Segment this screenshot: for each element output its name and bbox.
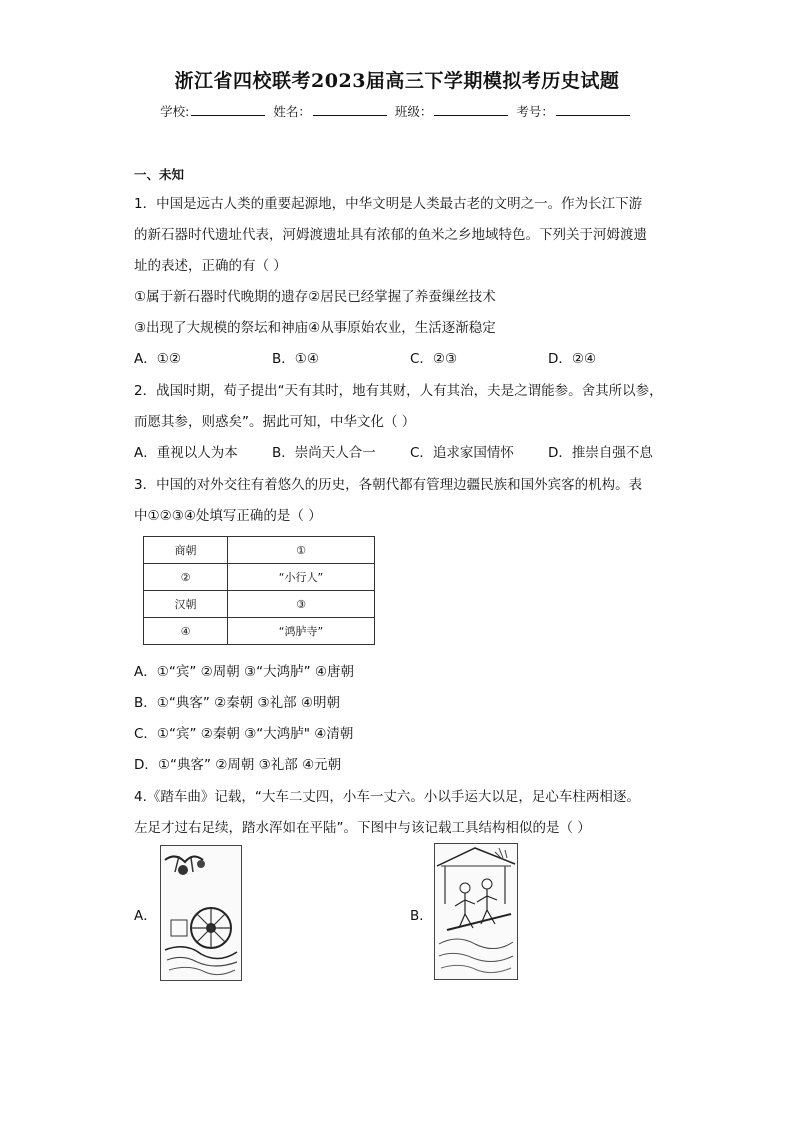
table-cell: ① <box>228 537 375 564</box>
section-heading: 一、未知 <box>134 167 185 182</box>
table-row <box>144 564 375 591</box>
class-label: 班级： <box>394 104 433 119</box>
table-cell: 汉朝 <box>144 591 228 618</box>
q1-line: 址的表述，正确的有（ ） <box>134 258 287 274</box>
q4-line: 4.《踏车曲》记载，“大车二丈四，小车一丈六。小以手运大以足，足心车柱两相逐。 <box>134 789 640 805</box>
number-blank[interactable] <box>556 103 630 116</box>
table-row <box>144 618 375 645</box>
q4-option-b[interactable]: B． <box>410 908 433 924</box>
q3-option-d[interactable]: D．①“典客” ②周朝 ③礼部 ④元朝 <box>134 757 342 773</box>
q3-line: 3．中国的对外交往有着悠久的历史，各朝代都有管理边疆民族和国外宾客的机构。表 <box>134 477 643 493</box>
q3-option-c[interactable]: C．①“宾” ②秦朝 ③“大鸿胪" ④清朝 <box>134 726 354 742</box>
name-label: 姓名： <box>273 104 311 119</box>
school-blank[interactable] <box>191 103 265 116</box>
q1-line: 的新石器时代遗址代表，河姆渡遗址具有浓郁的鱼米之乡地域特色。下列关于河姆渡遗 <box>134 227 647 243</box>
q1-option-b[interactable]: B．①④ <box>272 351 319 367</box>
q2-option-c[interactable]: C．追求家国情怀 <box>410 445 514 461</box>
q2-line: 2．战国时期，荀子提出“天有其时，地有其财，人有其治，夫是之谓能参。舍其所以参， <box>134 383 663 399</box>
q4-line: 左足才过右足续，踏水浑如在平陆”。下图中与该记载工具结构相似的是（ ） <box>134 820 591 836</box>
waterwheel-illustration[interactable] <box>160 845 242 981</box>
q2-option-b[interactable]: B．崇尚天人合一 <box>272 445 376 461</box>
waterwheel-image <box>161 846 241 980</box>
table-cell: ② <box>144 564 228 591</box>
q2-option-a[interactable]: A．重视以人为本 <box>134 445 238 461</box>
treadle-pump-image <box>435 844 517 979</box>
page-title: 浙江省四校联考2023届高三下学期模拟考历史试题 <box>174 70 620 92</box>
q2-line: 而愿其参，则惑矣”。据此可知，中华文化（ ） <box>134 414 416 430</box>
q1-option-c[interactable]: C．②③ <box>410 351 458 367</box>
q1-line: 1．中国是远古人类的重要起源地，中华文明是人类最古老的文明之一。作为长江下游 <box>134 196 643 212</box>
treadle-pump-illustration[interactable] <box>434 843 518 980</box>
table-row <box>144 591 375 618</box>
q3-option-a[interactable]: A．①“宾” ②周朝 ③“大鸿胪” ④唐朝 <box>134 664 354 680</box>
q3-option-b[interactable]: B．①“典客” ②秦朝 ③礼部 ④明朝 <box>134 695 341 711</box>
table-cell: ③ <box>228 591 375 618</box>
q1-line: ①属于新石器时代晚期的遗存②居民已经掌握了养蚕缫丝技术 <box>134 289 496 305</box>
school-label: 学校: <box>160 104 190 119</box>
q3-table <box>143 536 375 645</box>
class-blank[interactable] <box>434 103 508 116</box>
table-cell: ④ <box>144 618 228 645</box>
q3-line: 中①②③④处填写正确的是（ ） <box>134 508 322 524</box>
q2-option-d[interactable]: D．推崇自强不息 <box>548 445 653 461</box>
table-cell: “鸿胪寺” <box>228 618 375 645</box>
name-blank[interactable] <box>313 103 387 116</box>
q1-option-a[interactable]: A．①② <box>134 351 181 367</box>
q4-option-a[interactable]: A． <box>134 908 157 924</box>
q1-line: ③出现了大规模的祭坛和神庙④从事原始农业，生活逐渐稳定 <box>134 320 496 336</box>
table-cell: “小行人” <box>228 564 375 591</box>
student-info-row <box>0 102 794 120</box>
q1-option-d[interactable]: D．②④ <box>548 351 597 367</box>
table-cell: 商朝 <box>144 537 228 564</box>
number-label: 考号： <box>516 104 554 119</box>
table-row <box>144 537 375 564</box>
